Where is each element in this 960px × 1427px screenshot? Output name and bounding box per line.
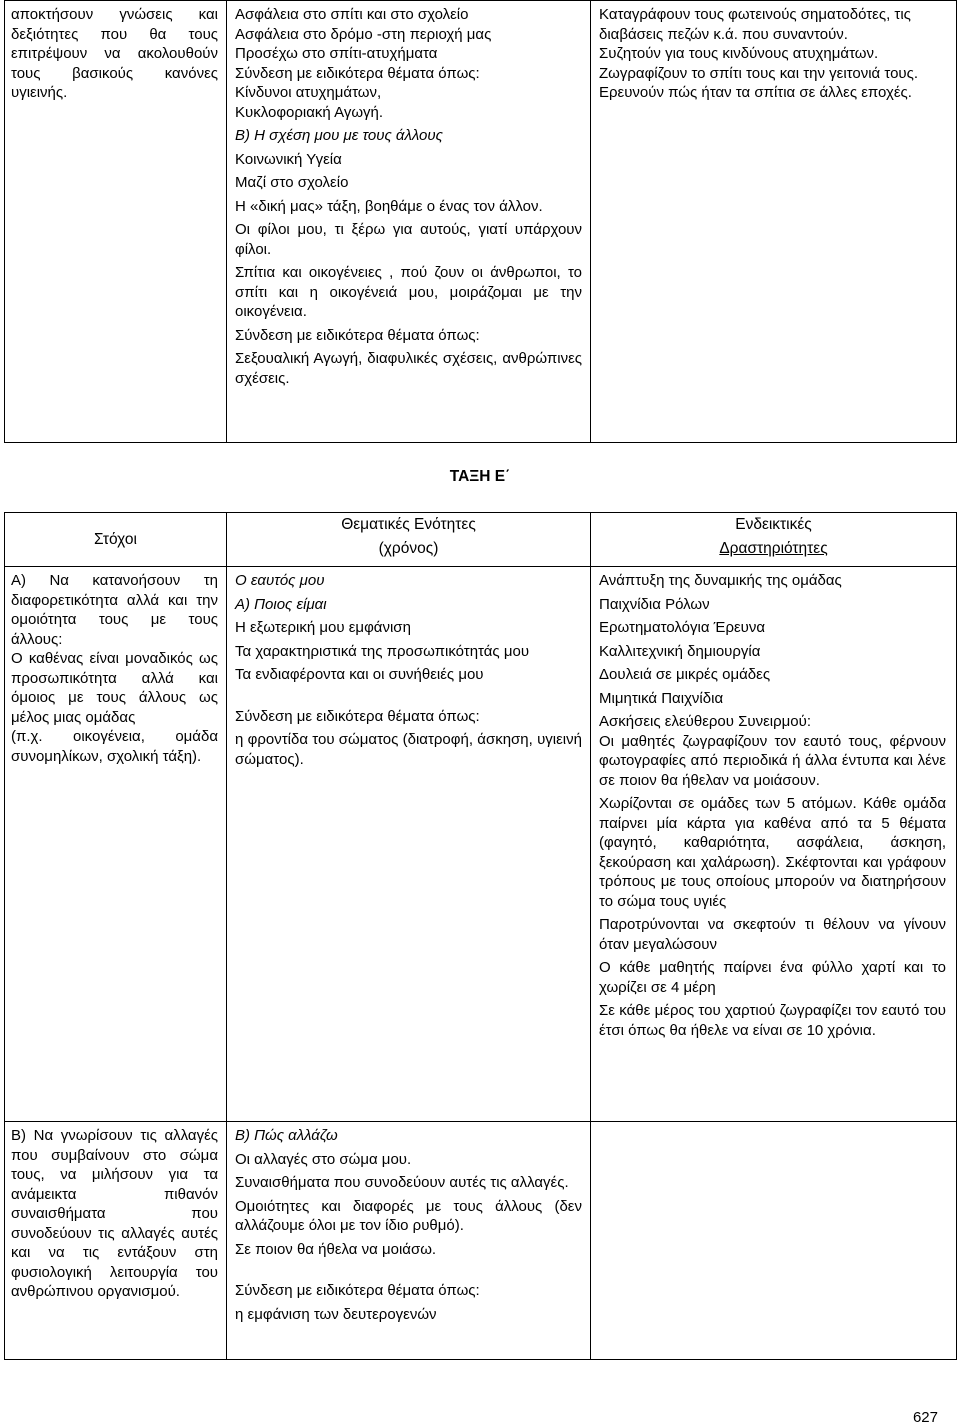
activity-line: Συζητούν για τους κινδύνους ατυχημάτων. bbox=[599, 45, 879, 62]
theme-line: Οι αλλαγές στο σώμα μου. bbox=[235, 1150, 412, 1168]
theme-line: Σύνδεση με ειδικότερα θέματα όπως: bbox=[235, 1282, 480, 1299]
theme-line: Συναισθήματα που συνοδεύουν αυτές τις αλλαγές. bbox=[235, 1174, 569, 1191]
theme-line: Οι φίλοι μου, τι ξέρω για αυτούς, γιατί υπάρχουν φίλοι. bbox=[235, 221, 582, 258]
header-activities bbox=[591, 513, 957, 567]
goals-cell bbox=[5, 1122, 227, 1360]
theme-line: Κίνδυνοι ατυχημάτων, bbox=[235, 84, 382, 101]
header-goals-label: Στόχοι bbox=[94, 530, 137, 548]
theme-line: Σύνδεση με ειδικότερα θέματα όπως: bbox=[235, 707, 480, 725]
goals-clip bbox=[11, 1126, 218, 1358]
goal-text: (π.χ. οικογένεια, ομάδα συνομηλίκων, σχολική τάξη). bbox=[11, 728, 218, 765]
theme-line: Τα ενδιαφέροντα και οι συνήθειές μου bbox=[235, 666, 484, 683]
theme-line: Σπίτια και οικογένειες , πού ζουν οι άνθρωποι, το σπίτι και η οικογένειά μου, μοιράζομαι με την οικογένεια. bbox=[235, 264, 582, 320]
theme-line: Κυκλοφοριακή Αγωγή. bbox=[235, 103, 384, 121]
theme-line: Σύνδεση με ειδικότερα θέματα όπως: bbox=[235, 326, 480, 344]
activity-line: Καταγράφουν τους φωτεινούς σηματοδότες, τις διαβάσεις πεζών κ.ά. που συναντούν. bbox=[599, 6, 911, 43]
header-activities-line1: Ενδεικτικές bbox=[735, 516, 812, 533]
theme-line: Προσέχω στο σπίτι-ατυχήματα bbox=[235, 45, 438, 62]
activity-line: Χωρίζονται σε ομάδες των 5 ατόμων. Κάθε ομάδα παίρνει μία κάρτα για καθένα από τα 5 θέματα (φαγητό, καθαριότητα, ασφάλεια, άσκηση, ξεκούραση και χαλάρωση). Σκέφτονται και γράφουν τρόπους με τους οποίους μπορούν να διατηρήσουν το σώμα τους υγιές bbox=[599, 795, 946, 910]
activity-line: Παροτρύνονται να σκεφτούν τι θέλουν να γίνουν όταν μεγαλώσουν bbox=[599, 916, 946, 953]
header-themes bbox=[227, 513, 591, 567]
activity-line: Μιμητικά Παιχνίδια bbox=[599, 689, 724, 707]
theme-line: Η «δική μας» τάξη, βοηθάμε ο ένας τον άλλον. bbox=[235, 197, 543, 215]
activity-line: Δουλειά σε μικρές ομάδες bbox=[599, 666, 771, 683]
top-table bbox=[4, 0, 957, 443]
goal-text: αποκτήσουν γνώσεις και δεξιότητες που θα τους επιτρέψουν να ακολουθούν τους βασικούς κανόνες υγιεινής. bbox=[11, 6, 218, 101]
page-number: 627 bbox=[912, 1409, 938, 1426]
theme-line: Μαζί στο σχολείο bbox=[235, 174, 349, 191]
top-themes-cell bbox=[227, 1, 591, 443]
goal-text: Β) Να γνωρίσουν τις αλλαγές που συμβαίνουν στο σώμα τους, να μιλήσουν για τα ανάμεικτα πιθανόν συναισθήματα που συνοδεύουν τις αλλαγές αυτές και να τις εντάξουν στη φυσιολογική λειτουργία του ανθρώπινου οργανισμού. bbox=[11, 1127, 218, 1300]
theme-line: Σε ποιον θα ήθελα να μοιάσω. bbox=[235, 1240, 437, 1258]
theme-line: Ασφάλεια στο σπίτι και στο σχολείο bbox=[235, 6, 469, 23]
goal-text: Α) Να κατανοήσουν τη διαφορετικότητα αλλά και την ομοιότητα τους με τους άλλους: bbox=[11, 572, 218, 648]
activity-line: Ο κάθε μαθητής παίρνει ένα φύλλο χαρτί και το χωρίζει σε 4 μέρη bbox=[599, 959, 946, 996]
activity-line: Ζωγραφίζουν το σπίτι τους και την γειτονιά τους. bbox=[599, 64, 919, 82]
top-activities-cell bbox=[591, 1, 957, 443]
section-title: ΤΑΞΗ Ε΄ bbox=[449, 468, 511, 485]
theme-line: Τα χαρακτηριστικά της προσωπικότητάς μου bbox=[235, 642, 530, 660]
table-row bbox=[5, 1122, 957, 1360]
header-goals bbox=[5, 513, 227, 567]
goals-cell bbox=[5, 567, 227, 1122]
theme-line: η φροντίδα του σώματος (διατροφή, άσκηση, υγιεινή σώματος). bbox=[235, 731, 582, 768]
header-activities-line2: Δραστηριότητες bbox=[719, 540, 828, 557]
theme-subheading: Α) Ποιος είμαι bbox=[235, 595, 327, 613]
header-themes-line1: Θεματικές Ενότητες bbox=[341, 516, 476, 533]
theme-title: Ο εαυτός μου bbox=[235, 572, 325, 589]
activities-cell bbox=[591, 567, 957, 1122]
theme-line: Κοινωνική Υγεία bbox=[235, 150, 342, 168]
theme-subheading: Β) Πώς αλλάζω bbox=[235, 1127, 338, 1144]
top-goals-cell bbox=[5, 1, 227, 443]
theme-subheading: Β) Η σχέση μου με τους άλλους bbox=[235, 127, 443, 144]
theme-line: Σύνδεση με ειδικότερα θέματα όπως: bbox=[235, 64, 480, 82]
theme-line: Η εξωτερική μου εμφάνιση bbox=[235, 619, 411, 636]
activity-line: Καλλιτεχνική δημιουργία bbox=[599, 642, 761, 660]
activity-line: Παιχνίδια Ρόλων bbox=[599, 595, 710, 613]
activity-line: Σε κάθε μέρος του χαρτιού ζωγραφίζει τον εαυτό του έτσι όπως θα ήθελε να είναι σε 10 χρόνια. bbox=[599, 1002, 946, 1039]
theme-line: η εμφάνιση των δευτερογενών bbox=[235, 1305, 437, 1323]
goal-text: Ο καθένας είναι μοναδικός ως προσωπικότητα αλλά και όμοιος με τους άλλους ως μέλος μιας ομάδας bbox=[11, 650, 218, 726]
activity-line: Οι μαθητές ζωγραφίζουν τον εαυτό τους, φέρνουν φωτογραφίες από περιοδικά ή άλλα έντυπα και λένε σε ποιον θα ήθελαν να μοιάσουν. bbox=[599, 732, 946, 789]
activity-line: Ασκήσεις ελεύθερου Συνειρμού: bbox=[599, 713, 812, 730]
curriculum-table bbox=[4, 512, 957, 1360]
activity-line: Ερευνούν πώς ήταν τα σπίτια σε άλλες εποχές. bbox=[599, 84, 912, 101]
table-row bbox=[5, 567, 957, 1122]
themes-cell bbox=[227, 567, 591, 1122]
header-row bbox=[5, 513, 957, 567]
theme-line: Ασφάλεια στο δρόμο -στη περιοχή μας bbox=[235, 25, 492, 43]
themes-cell bbox=[227, 1122, 591, 1360]
theme-line: Ομοιότητες και διαφορές με τους άλλους (δεν αλλάζουμε όλοι με τον ίδιο ρυθμό). bbox=[235, 1197, 582, 1234]
header-themes-line2: (χρόνος) bbox=[378, 540, 439, 557]
theme-line: Σεξουαλική Αγωγή, διαφυλικές σχέσεις, ανθρώπινες σχέσεις. bbox=[235, 350, 582, 387]
activity-line: Ερωτηματολόγια Έρευνα bbox=[599, 619, 766, 636]
activities-cell-empty bbox=[591, 1122, 957, 1360]
activity-line: Ανάπτυξη της δυναμικής της ομάδας bbox=[599, 572, 842, 589]
